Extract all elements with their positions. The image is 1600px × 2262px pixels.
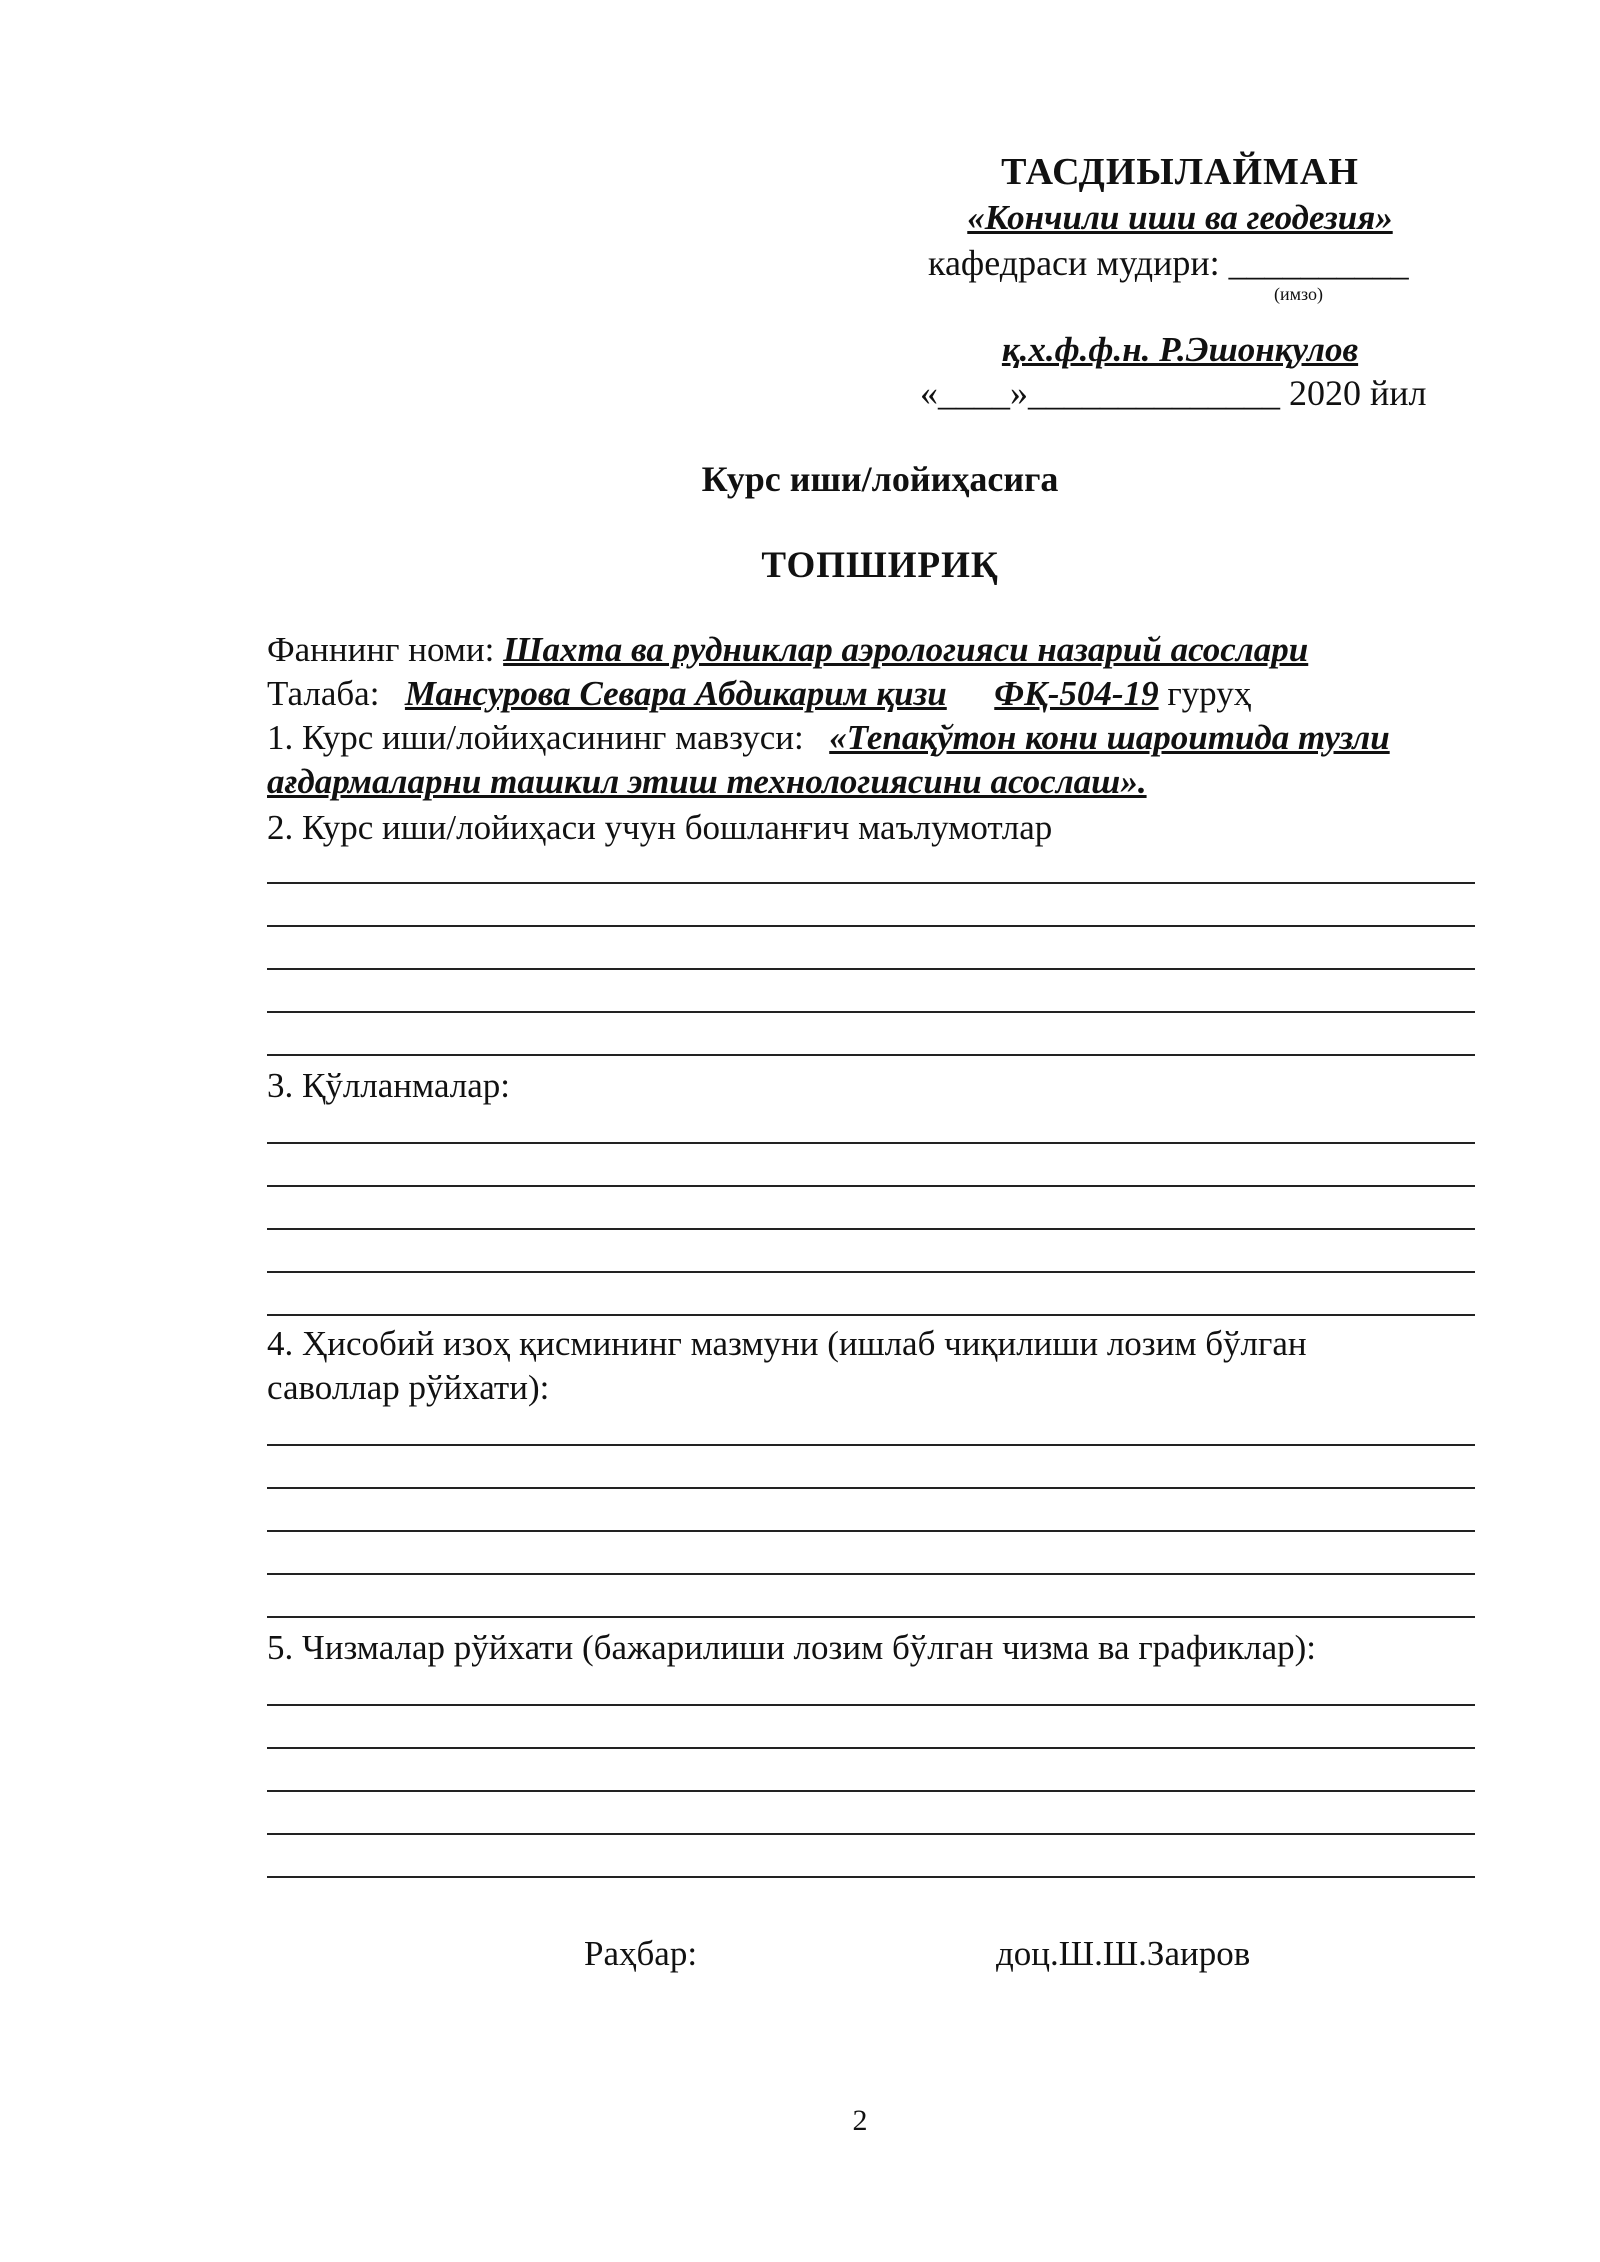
blank-line — [267, 968, 1475, 970]
blank-line — [267, 1185, 1475, 1187]
approval-title: ТАСДИЫЛАЙМАН — [1001, 151, 1359, 193]
blank-line — [267, 1142, 1475, 1144]
subject-row — [267, 630, 1308, 670]
blank-line — [267, 1054, 1475, 1056]
task-heading: ТОПШИРИҚ — [761, 545, 999, 586]
topic-row-continued — [267, 762, 1147, 802]
section-initial-data: 2. Курс иши/лойиҳаси учун бошланғич маълумотлар — [267, 808, 1053, 847]
head-label: кафедраси мудири: — [928, 243, 1220, 283]
blank-line — [267, 1876, 1475, 1878]
topic-label: 1. Курс иши/лойиҳасининг мавзуси: — [267, 718, 804, 757]
course-heading: Курс иши/лойиҳасига — [701, 459, 1059, 499]
date-blank: «____»______________ — [920, 373, 1280, 413]
blank-line — [267, 1487, 1475, 1489]
blank-line — [267, 1228, 1475, 1230]
student-value: Мансурова Севара Абдикарим қизи — [404, 674, 947, 713]
signature-blank: __________ — [1228, 243, 1409, 283]
subject-label: Фаннинг номи: — [267, 630, 495, 669]
blank-line — [267, 1573, 1475, 1575]
department-name: «Кончили иши ва геодезия» — [967, 198, 1393, 237]
supervisor-name: доц.Ш.Ш.Заиров — [996, 1934, 1251, 1973]
head-signature-line — [928, 242, 1409, 284]
section-drawings: 5. Чизмалар рўйхати (бажарилиши лозим бўлган чизма ва графиклар): — [267, 1628, 1317, 1667]
supervisor-label: Раҳбар: — [584, 1934, 698, 1973]
group-label: гуруҳ — [1167, 674, 1252, 713]
group-value: ФҚ-504-19 — [994, 674, 1159, 713]
page-number: 2 — [852, 2104, 868, 2137]
blank-line — [267, 1747, 1475, 1749]
topic-value-line2: ағдармаларни ташкил этиш технологиясини асослаш». — [267, 762, 1147, 801]
student-row — [267, 674, 1251, 714]
subject-value: Шахта ва рудниклар аэрологияси назарий асослари — [503, 630, 1309, 669]
section-manuals: 3. Қўлланмалар: — [267, 1066, 511, 1105]
topic-value-line1: «Тепақўтон кони шароитида тузли — [829, 718, 1390, 757]
blank-line — [267, 1011, 1475, 1013]
blank-line — [267, 1314, 1475, 1316]
section-content: 4. Ҳисобий изоҳ қисмининг мазмуни (ишлаб чиқилиши лозим бўлган — [267, 1324, 1307, 1363]
blank-line — [267, 1530, 1475, 1532]
section-content-continued: саволлар рўйхати): — [267, 1368, 550, 1407]
blank-line — [267, 1833, 1475, 1835]
blank-line — [267, 925, 1475, 927]
blank-line — [267, 1704, 1475, 1706]
head-name: қ.х.ф.ф.н. Р.Эшонқулов — [1001, 330, 1359, 369]
blank-line — [267, 1444, 1475, 1446]
student-label: Талаба: — [267, 674, 380, 713]
blank-line — [267, 882, 1475, 884]
approval-date-line — [920, 372, 1427, 414]
signature-caption: (имзо) — [1274, 284, 1324, 304]
blank-line — [267, 1790, 1475, 1792]
blank-line — [267, 1616, 1475, 1618]
date-year: 2020 йил — [1289, 373, 1427, 413]
topic-row — [267, 718, 1390, 758]
blank-line — [267, 1271, 1475, 1273]
